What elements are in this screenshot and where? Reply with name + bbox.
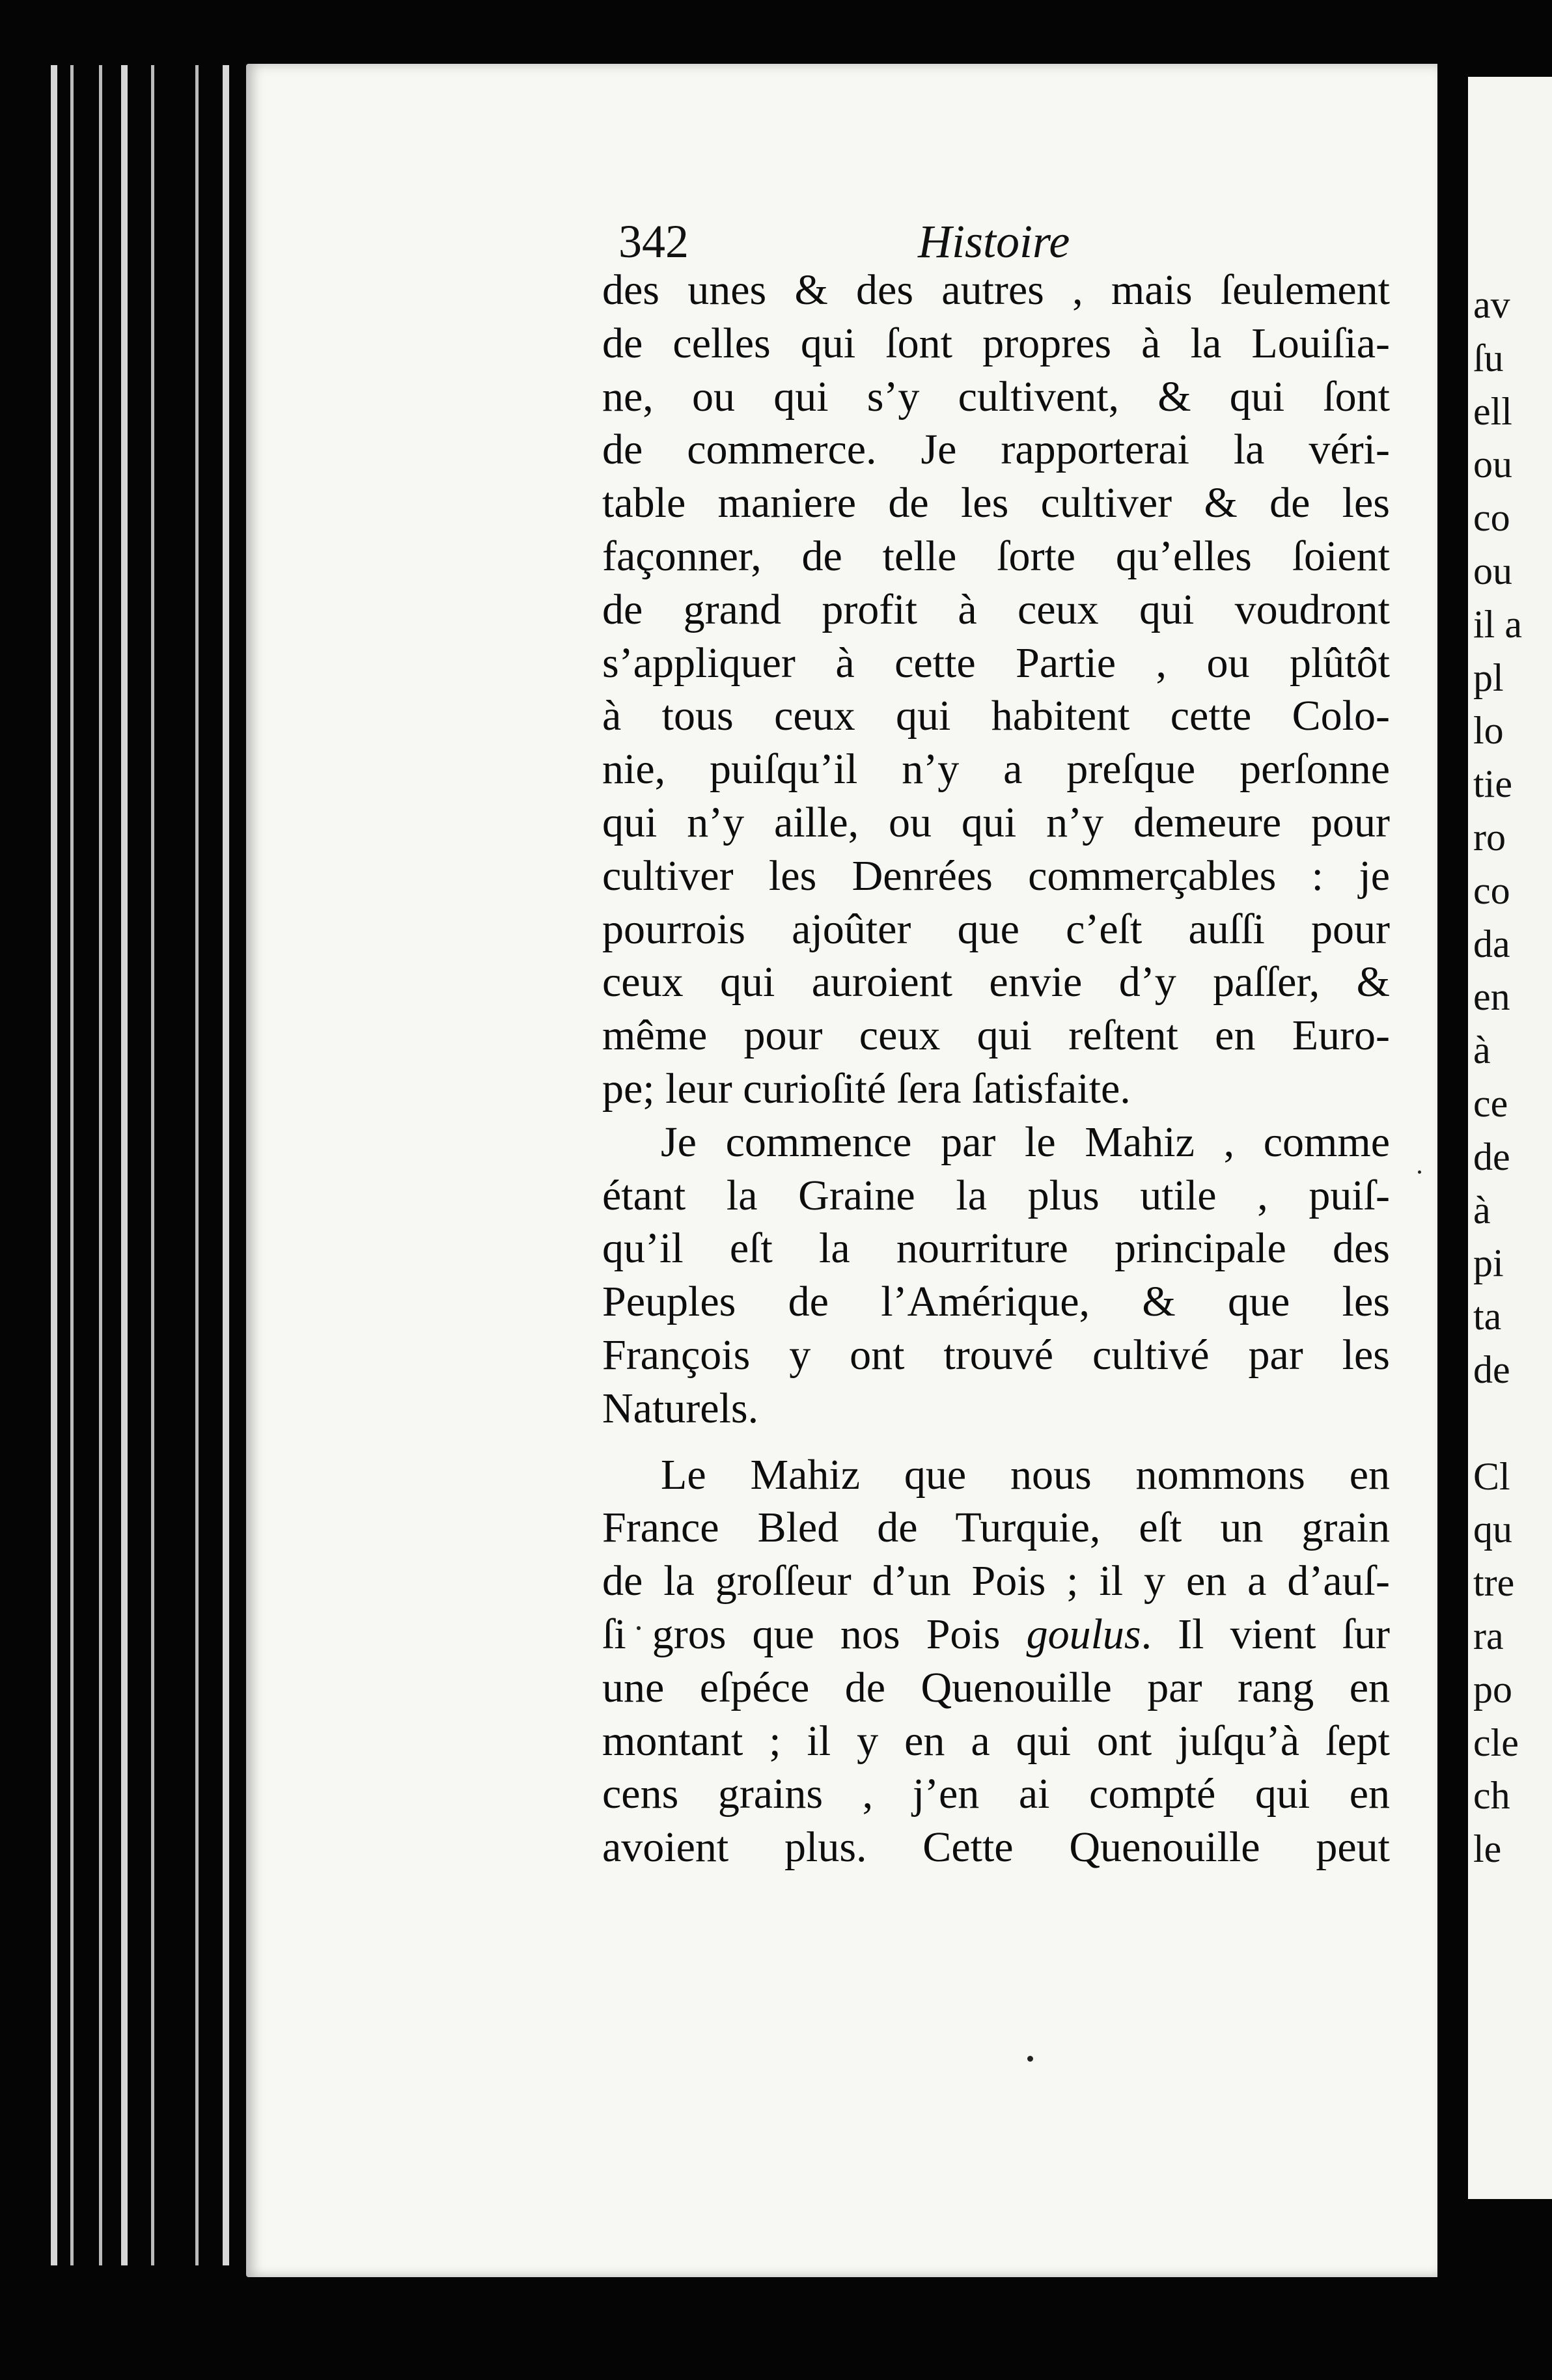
body-text — [602, 264, 1390, 1874]
facing-page-fragment-line: ch — [1473, 1774, 1510, 1818]
facing-page-fragment-line — [1473, 1397, 1552, 1450]
text-line: pourrois ajoûter que c’eſt auſſi pour — [602, 905, 1390, 953]
text-line: même pour ceux qui reſtent en Euro- — [602, 1012, 1390, 1060]
text-line: qu’il eſt la nourriture principale des — [602, 1225, 1390, 1273]
text-line: des unes & des autres , mais ſeulement — [602, 266, 1390, 314]
facing-page-fragment — [1468, 77, 1552, 2199]
text-line: de commerce. Je rapporterai la véri- — [602, 426, 1390, 474]
facing-page-fragment-line: Cl — [1473, 1454, 1510, 1498]
book-edge-line — [99, 65, 102, 2265]
facing-page-fragment-line: tie — [1473, 762, 1512, 806]
text-line: de grand profit à ceux qui voudront — [602, 585, 1390, 633]
facing-page-fragment-line: co — [1473, 496, 1510, 540]
italic-word: goulus — [1026, 1610, 1141, 1658]
text-line: France Bled de Turquie, eſt un grain — [602, 1504, 1390, 1552]
facing-page-fragment-line: ell — [1473, 389, 1512, 433]
facing-page-fragment-line: da — [1473, 922, 1510, 965]
facing-page-fragment-line: ſu — [1473, 336, 1504, 380]
text-line: ſi gros que nos Pois goulus. Il vient ſur — [602, 1610, 1390, 1658]
ink-speck — [1418, 1170, 1421, 1174]
paragraph-gap — [602, 1435, 1390, 1448]
running-title: Histoire — [918, 215, 1070, 268]
text-line: Je commence par le Mahiz , comme — [661, 1118, 1390, 1166]
facing-page-fragment-line: ro — [1473, 815, 1506, 859]
text-line: avoient plus. Cette Quenouille peut — [602, 1823, 1390, 1872]
facing-page-fragment-line: ou — [1473, 549, 1512, 592]
facing-page-fragment-line: à — [1473, 1188, 1491, 1232]
facing-page-fragment-line: lo — [1473, 709, 1504, 753]
paragraph — [602, 264, 1390, 1116]
book-edge-line — [70, 65, 74, 2265]
facing-page-fragment-line: il a — [1473, 602, 1522, 646]
book-edge-line — [151, 65, 154, 2265]
text-line: étant la Graine la plus utile , puiſ- — [602, 1171, 1390, 1219]
facing-page-fragment-line: av — [1473, 283, 1510, 326]
text-line: qui n’y aille, ou qui n’y demeure pour — [602, 798, 1390, 846]
facing-page-text — [1473, 279, 1552, 1876]
facing-page-fragment-line: le — [1473, 1827, 1502, 1871]
text-line: François y ont trouvé cultivé par les — [602, 1331, 1390, 1379]
ink-speck — [1027, 2056, 1033, 2062]
facing-page-fragment-line: ce — [1473, 1081, 1508, 1125]
facing-page-fragment-line: pl — [1473, 656, 1504, 699]
text-line: Le Mahiz que nous nommons en — [661, 1450, 1390, 1499]
paragraph — [602, 1448, 1390, 1874]
facing-page-fragment-line: en — [1473, 975, 1510, 1019]
facing-page-fragment-line: pi — [1473, 1241, 1504, 1285]
facing-page-fragment-line: co — [1473, 868, 1510, 912]
text-line: pe; leur curioſité ſera ſatisfaite. — [602, 1064, 1131, 1113]
text-line: Naturels. — [602, 1384, 759, 1432]
text-line: façonner, de telle ſorte qu’elles ſoient — [602, 532, 1390, 580]
page-number: 342 — [618, 215, 689, 268]
book-edge-line — [51, 65, 57, 2265]
facing-page-fragment-line: ra — [1473, 1614, 1504, 1657]
text-line: de la groſſeur d’un Pois ; il y en a d’auſ- — [602, 1557, 1390, 1605]
book-edge-line — [121, 65, 128, 2265]
text-line: Peuples de l’Amérique, & que les — [602, 1278, 1390, 1326]
text-line: nie, puiſqu’il n’y a preſque perſonne — [602, 745, 1390, 794]
text-line: cens grains , j’en ai compté qui en — [602, 1770, 1390, 1818]
facing-page-fragment-line: ta — [1473, 1295, 1502, 1338]
text-line: ceux qui auroient envie d’y paſſer, & — [602, 958, 1390, 1006]
facing-page-fragment-line: qu — [1473, 1508, 1512, 1551]
text-line: cultiver les Denrées commerçables : je — [602, 851, 1390, 900]
facing-page-fragment-line: tre — [1473, 1561, 1515, 1605]
facing-page-fragment-line: cle — [1473, 1721, 1519, 1764]
book-edge-line — [195, 65, 199, 2265]
book-edge-line — [223, 65, 229, 2265]
text-line: montant ; il y en a qui ont juſqu’à ſept — [602, 1717, 1390, 1765]
text-line: s’appliquer à cette Partie , ou plûtôt — [602, 639, 1390, 687]
facing-page-fragment-line: de — [1473, 1135, 1510, 1178]
facing-page-fragment-line: à — [1473, 1029, 1491, 1072]
facing-page-fragment-line: de — [1473, 1348, 1510, 1391]
text-line: table maniere de les cultiver & de les — [602, 479, 1390, 527]
text-line: à tous ceux qui habitent cette Colo- — [602, 692, 1390, 740]
text-line: de celles qui ſont propres à la Louiſia- — [602, 319, 1390, 367]
facing-page-fragment-line: po — [1473, 1667, 1512, 1711]
text-line: une eſpéce de Quenouille par rang en — [602, 1663, 1390, 1711]
text-line: ne, ou qui s’y cultivent, & qui ſont — [602, 372, 1390, 421]
paragraph — [602, 1116, 1390, 1435]
facing-page-fragment-line: ou — [1473, 443, 1512, 486]
